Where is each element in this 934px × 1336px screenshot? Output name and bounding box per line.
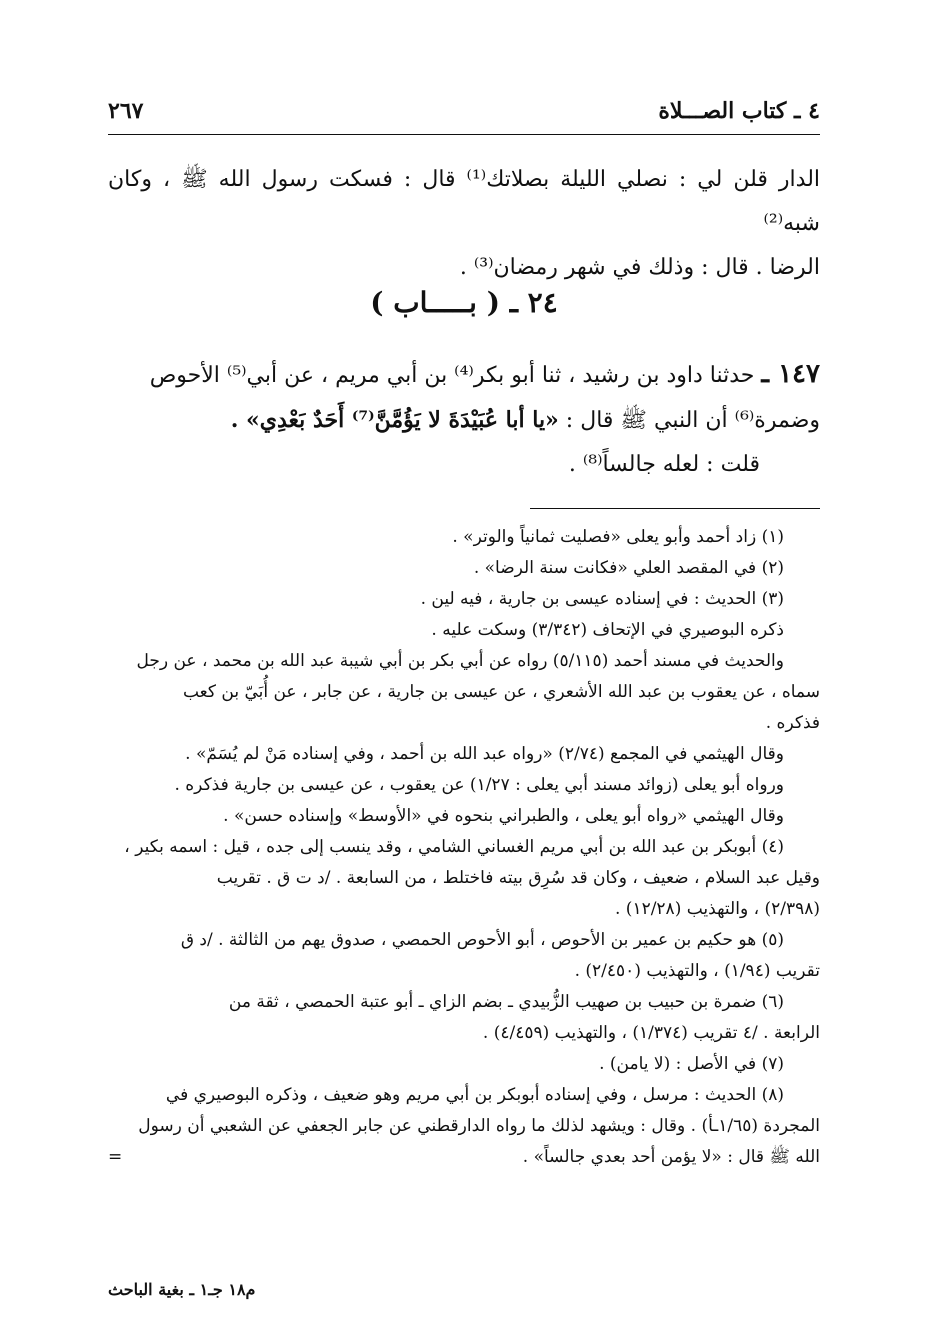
footnote-line: تقريب (١/٩٤) ، والتهذيب (٢/٤٥٠) . <box>574 961 820 981</box>
hadith-number: ١٤٧ ـ <box>761 359 820 389</box>
footnote-line: وقيل عبد السلام ، ضعيف ، وكان قد سُرِق بيته فاختلط ، من السابعة . /د ت ق . تقريب <box>216 868 820 888</box>
document-page <box>108 0 820 1336</box>
printer-signature: م١٨ جـ١ ـ بغية الباحث <box>108 1280 256 1299</box>
hadith-text: حدثنا داود بن رشيد ، ثنا أبو بكر⁽⁴⁾ بن أبي مريم ، عن أبي⁽⁵⁾ الأحوص <box>149 363 755 388</box>
footnote-line: ذكره البوصيري في الإتحاف (٣/٣٤٢) وسكت عليه . <box>431 620 784 640</box>
hadith-line <box>108 352 820 398</box>
page-header <box>108 98 820 134</box>
footnote-line: المجردة (١/٦٥ـأ) . وقال : ويشهد لذلك ما رواه الدارقطني عن جابر الجعفي عن الشعبي أن رسول <box>138 1116 820 1136</box>
continuation-mark: = <box>108 1147 123 1167</box>
footnote-line: سماه ، عن يعقوب بن عبد الله الأشعري ، عن عيسى بن جارية ، عن جابر ، عن أُبَيّ بن كعب <box>182 682 820 702</box>
footnote-line: فذكره . <box>765 713 820 733</box>
hadith-quote: «يا أبا عُبَيْدَةَ لا يَؤُمَّنَّ⁽⁷⁾ أَحَدٌ بَعْدِي» . <box>230 407 559 433</box>
page-number: ٢٦٧ <box>108 98 144 124</box>
main-text <box>108 158 820 290</box>
hadith-text: وضمرة⁽⁶⁾ أن النبي ﷺ قال : <box>558 408 820 433</box>
footnote: (٦) ضمرة بن حبيب بن صهيب الزُّبيدي ـ بضم الزاي ـ أبو عتبة الحمصي ، ثقة من <box>228 992 784 1012</box>
footnote-line: وقال الهيثمي «رواه أبو يعلى ، والطبراني بنحوه في «الأوسط» وإسناده حسن» . <box>223 806 784 826</box>
footnote-rule <box>530 508 820 509</box>
footnote: (٨) الحديث : مرسل ، وفي إسناده أبوبكر بن أبي مريم وهو ضعيف ، وذكره البوصيري في <box>165 1085 784 1105</box>
footnote-line: ورواه أبو يعلى (زوائد مسند أبي يعلى : ١/٢٧) عن يعقوب ، عن عيسى بن جارية فذكره . <box>174 775 784 795</box>
running-title: ٤ ـ كتاب الصـــلاة <box>658 98 820 124</box>
footnote-line <box>108 1142 820 1173</box>
footnote: (١) زاد أحمد وأبو يعلى «فصليت ثمانياً والوتر» . <box>452 527 784 547</box>
hadith-line <box>108 398 820 443</box>
chapter-heading: ٢٤ ـ ( بـــــاب ) <box>370 286 558 319</box>
footnote: (٢) في المقصد العلي «فكانت سنة الرضا» . <box>473 558 784 578</box>
footnotes <box>108 522 820 1173</box>
footnote: (٣) الحديث : في إسناده عيسى بن جارية ، فيه لين . <box>420 589 784 609</box>
main-text-line: الرضا . قال : وذلك في شهر رمضان⁽³⁾ . <box>459 255 820 280</box>
hadith-block <box>108 352 820 487</box>
footnote: (٥) هو حكيم بن عمير بن الأحوص ، أبو الأحوص الحمصي ، صدوق يهم من الثالثة . /د ق <box>180 930 784 950</box>
footnote: (٧) في الأصل : (لا يامن) . <box>599 1054 784 1074</box>
footnote: (٤) أبوبكر بن عبد الله بن أبي مريم الغساني الشامي ، وقد ينسب إلى جده ، قيل : اسمه بكير ، <box>124 837 784 857</box>
footnote-line: وقال الهيثمي في المجمع (٢/٧٤) «رواه عبد الله بن أحمد ، وفي إسناده مَنْ لم يُسَمّ» . <box>185 744 784 764</box>
header-rule <box>108 134 820 135</box>
footnote-line: والحديث في مسند أحمد (٥/١١٥) رواه عن أبي بكر بن أبي شيبة عبد الله بن محمد ، عن رجل <box>136 651 784 671</box>
main-text-line: الدار قلن لي : نصلي الليلة بصلاتك⁽¹⁾ قال : فسكت رسول الله ﷺ ، وكان شبه⁽²⁾ <box>108 167 821 236</box>
author-note: قلت : لعله جالساً⁽⁸⁾ . <box>568 452 760 477</box>
footnote-line: (٢/٣٩٨) ، والتهذيب (١٢/٢٨) . <box>614 899 820 919</box>
footnote-line: الرابعة . /٤ تقريب (١/٣٧٤) ، والتهذيب (٤/٤٥٩) . <box>482 1023 820 1043</box>
footnote-text: الله ﷺ قال : «لا يؤمن أحد بعدي جالساً» . <box>522 1147 820 1167</box>
